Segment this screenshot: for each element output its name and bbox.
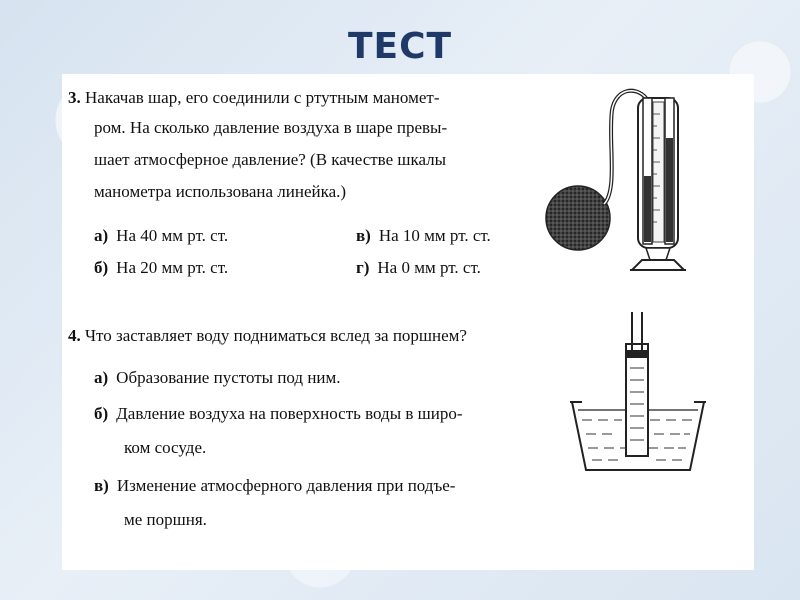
piston-figure [568, 310, 708, 480]
question-3-number: 3. [68, 88, 81, 107]
manometer-figure [538, 80, 718, 280]
question-4-option-b-cont: ком сосуде. [124, 438, 207, 457]
question-4-option-v-cont: ме поршня. [124, 510, 207, 529]
question-3-line-4: манометра использована линейка.) [94, 182, 347, 201]
question-3-option-g[interactable]: г) На 0 мм рт. ст. [356, 258, 481, 277]
test-sheet [62, 74, 754, 570]
piston-shape [626, 350, 648, 358]
question-4-option-v[interactable]: в) Изменение атмосферного давления при подъе- [94, 476, 456, 495]
question-3-line-2: ром. На сколько давление воздуха в шаре превы- [94, 118, 448, 137]
question-3-option-a[interactable]: а) На 40 мм рт. ст. [94, 226, 229, 245]
ruler-shape [653, 102, 664, 242]
question-3-option-b[interactable]: б) На 20 мм рт. ст. [94, 258, 229, 277]
page-title: ТЕСТ [347, 26, 453, 67]
question-4-number: 4. [68, 326, 81, 345]
tube-shape [626, 344, 648, 456]
ball-shape [546, 186, 610, 250]
question-4-option-a[interactable]: а) Образование пустоты под ним. [94, 368, 341, 387]
question-3-line-3: шает атмосферное давление? (В качестве шкалы [94, 150, 447, 169]
stand-shape [632, 260, 684, 270]
question-3-line-1: 3. Накачав шар, его соединили с ртутным маномет- [68, 88, 440, 107]
question-4-option-b[interactable]: б) Давление воздуха на поверхность воды в широ- [94, 404, 463, 423]
question-3-option-v[interactable]: в) На 10 мм рт. ст. [356, 226, 491, 245]
question-4-line-1: 4. Что заставляет воду подниматься вслед за поршнем? [68, 326, 467, 345]
